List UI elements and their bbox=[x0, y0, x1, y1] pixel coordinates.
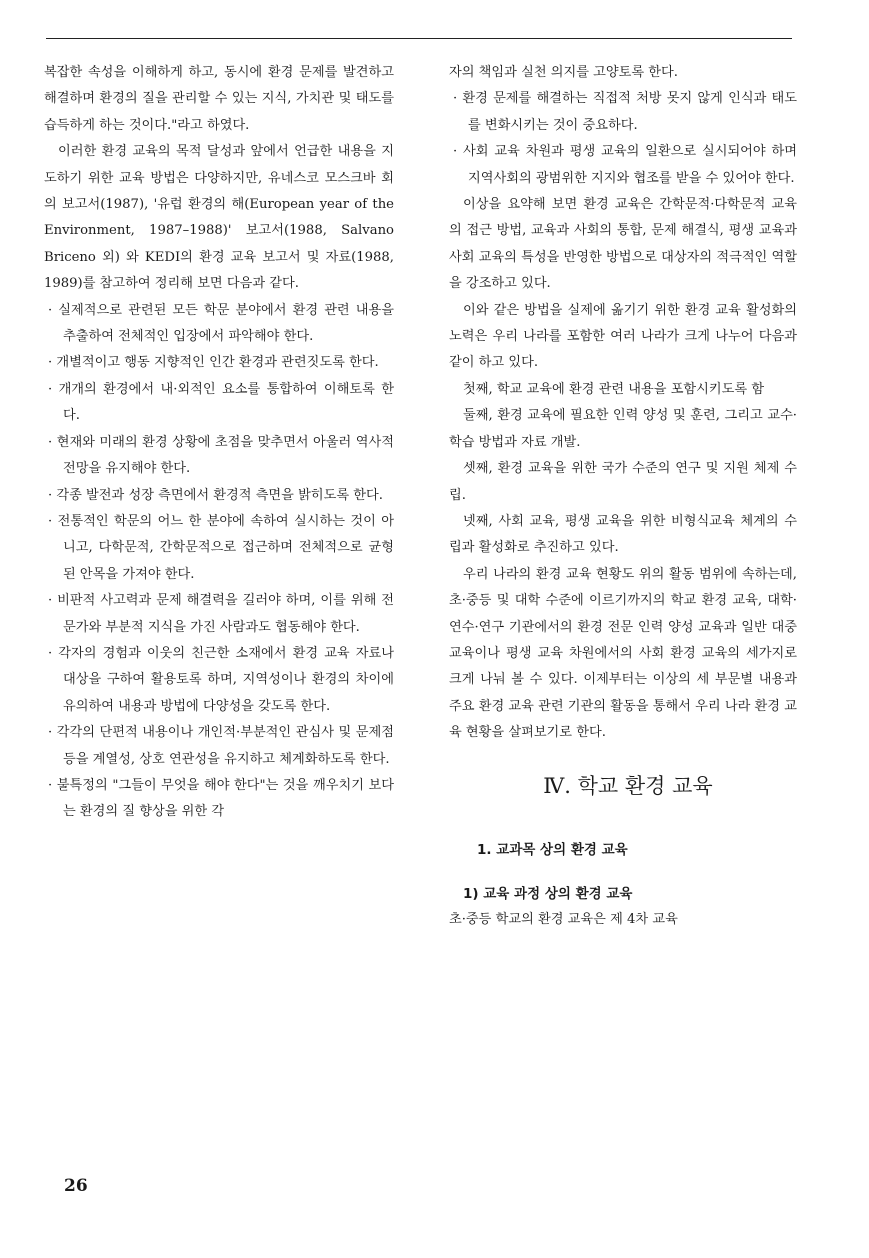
bullet-item: · 각종 발전과 성장 측면에서 환경적 측면을 밝히도록 한다. bbox=[48, 487, 383, 503]
paragraph: 이상을 요약해 보면 환경 교육은 간학문적·다학문적 교육의 접근 방법, 교육과 사회의 통합, 문제 해결식, 평생 교육과 사회 교육의 특성을 반영한 방법으로 대상자의 적극적인 역할을 강조하고 있다. bbox=[449, 197, 797, 292]
right-column-text bbox=[449, 60, 797, 747]
bullet-item: · 실제적으로 관련된 모든 학문 분야에서 환경 관련 내용을 추출하여 전체적인 입장에서 파악해야 한다. bbox=[48, 302, 394, 345]
bullet-item: · 환경 문제를 해결하는 직접적 처방 못지 않게 인식과 태도를 변화시키는 것이 중요하다. bbox=[453, 91, 797, 133]
bullet-item: · 현재와 미래의 환경 상황에 초점을 맞추면서 아울러 역사적 전망을 유지해야 한다. bbox=[48, 434, 394, 477]
paragraph: 초·중등 학교의 환경 교육은 제 4차 교육 bbox=[449, 912, 678, 928]
paragraph: 첫째, 학교 교육에 환경 관련 내용을 포함시키도록 함 bbox=[463, 381, 765, 397]
paragraph: 셋째, 환경 교육을 위한 국가 수준의 연구 및 지원 체제 수립. bbox=[449, 461, 797, 503]
paragraph: 넷째, 사회 교육, 평생 교육을 위한 비형식교육 체계의 수립과 활성화로 추진하고 있다. bbox=[449, 513, 797, 556]
paragraph: 둘째, 환경 교육에 필요한 인력 양성 및 훈련, 그리고 교수·학습 방법과 자료 개발. bbox=[449, 408, 797, 450]
bullet-item: · 개개의 환경에서 내·외적인 요소를 통합하여 이해토록 한다. bbox=[48, 381, 394, 424]
paragraph: 복잡한 속성을 이해하게 하고, 동시에 환경 문제를 발견하고 해결하며 환경의 질을 관리할 수 있는 지식, 가치관 및 태도를 습득하게 하는 것이다."라고 하였다. bbox=[44, 65, 394, 133]
paragraph: 우리 나라의 환경 교육 현황도 위의 활동 범위에 속하는데, 초·중등 및 대학 수준에 이르기까지의 학교 환경 교육, 대학·연수·연구 기관에서의 환경 전문 인력 양성 교육과 일반 대중 교육이나 평생 교육 차원에서의 사회 환경 교육의 세가지로 크게 나눠 볼 수 있다. 이제부터는 이상의 세 부문별 내용과 주요 환경 교육 관련 기관의 활동을 통해서 우리 나라 환경 교육 현황을 살펴보기로 한다. bbox=[449, 566, 797, 741]
section-heading: Ⅳ. 학교 환경 교육 bbox=[543, 773, 713, 798]
bullet-item: · 사회 교육 차원과 평생 교육의 일환으로 실시되어야 하며 지역사회의 광범위한 지지와 협조를 받을 수 있어야 한다. bbox=[453, 144, 797, 186]
bullet-item: · 각각의 단편적 내용이나 개인적·부분적인 관심사 및 문제점 등을 계열성, 상호 연관성을 유지하고 체계화하도록 한다. bbox=[48, 725, 394, 767]
bullet-item: · 불특정의 "그들이 무엇을 해야 한다"는 것을 깨우치기 보다는 환경의 질 향상을 위한 각 bbox=[48, 777, 394, 820]
header-rule bbox=[46, 38, 792, 39]
bullet-item: · 비판적 사고력과 문제 해결력을 길러야 하며, 이를 위해 전문가와 부분적 지식을 가진 사람과도 협동해야 한다. bbox=[48, 593, 394, 635]
left-column bbox=[44, 60, 394, 826]
right-column bbox=[449, 60, 797, 934]
paragraph: 자의 책임과 실천 의지를 고양토록 한다. bbox=[449, 65, 678, 80]
paragraph: 이러한 환경 교육의 목적 달성과 앞에서 언급한 내용을 지도하기 위한 교육 방법은 다양하지만, 유네스코 모스크바 회의 보고서(1987), '유럽 환경의 해(European year of the Environment, 1987–1988)' 보고서(1988, Salvano Briceno 외) 와 KEDI의 환경 교육 보고서 및 자료(1988, 1989)를 참고하여 정리해 보면 다음과 같다. bbox=[44, 144, 394, 292]
page-number: 26 bbox=[64, 1176, 88, 1196]
subheading-2: 1) 교육 과정 상의 환경 교육 bbox=[463, 885, 633, 902]
bullet-item: · 전통적인 학문의 어느 한 분야에 속하여 실시하는 것이 아니고, 다학문적, 간학문적으로 접근하며 전체적으로 균형된 안목을 가져야 한다. bbox=[48, 513, 394, 582]
paragraph: 이와 같은 방법을 실제에 옮기기 위한 환경 교육 활성화의 노력은 우리 나라를 포함한 여러 나라가 크게 나누어 다음과 같이 하고 있다. bbox=[449, 302, 797, 371]
bullet-item: · 각자의 경험과 이웃의 친근한 소재에서 환경 교육 자료나 대상을 구하여 활용토록 하며, 지역성이나 환경의 차이에 유의하여 내용과 방법에 다양성을 갖도록 한다. bbox=[48, 645, 394, 714]
subheading-1: 1. 교과목 상의 환경 교육 bbox=[477, 841, 628, 858]
bullet-item: · 개별적이고 행동 지향적인 인간 환경과 관련짓도록 한다. bbox=[48, 355, 379, 371]
